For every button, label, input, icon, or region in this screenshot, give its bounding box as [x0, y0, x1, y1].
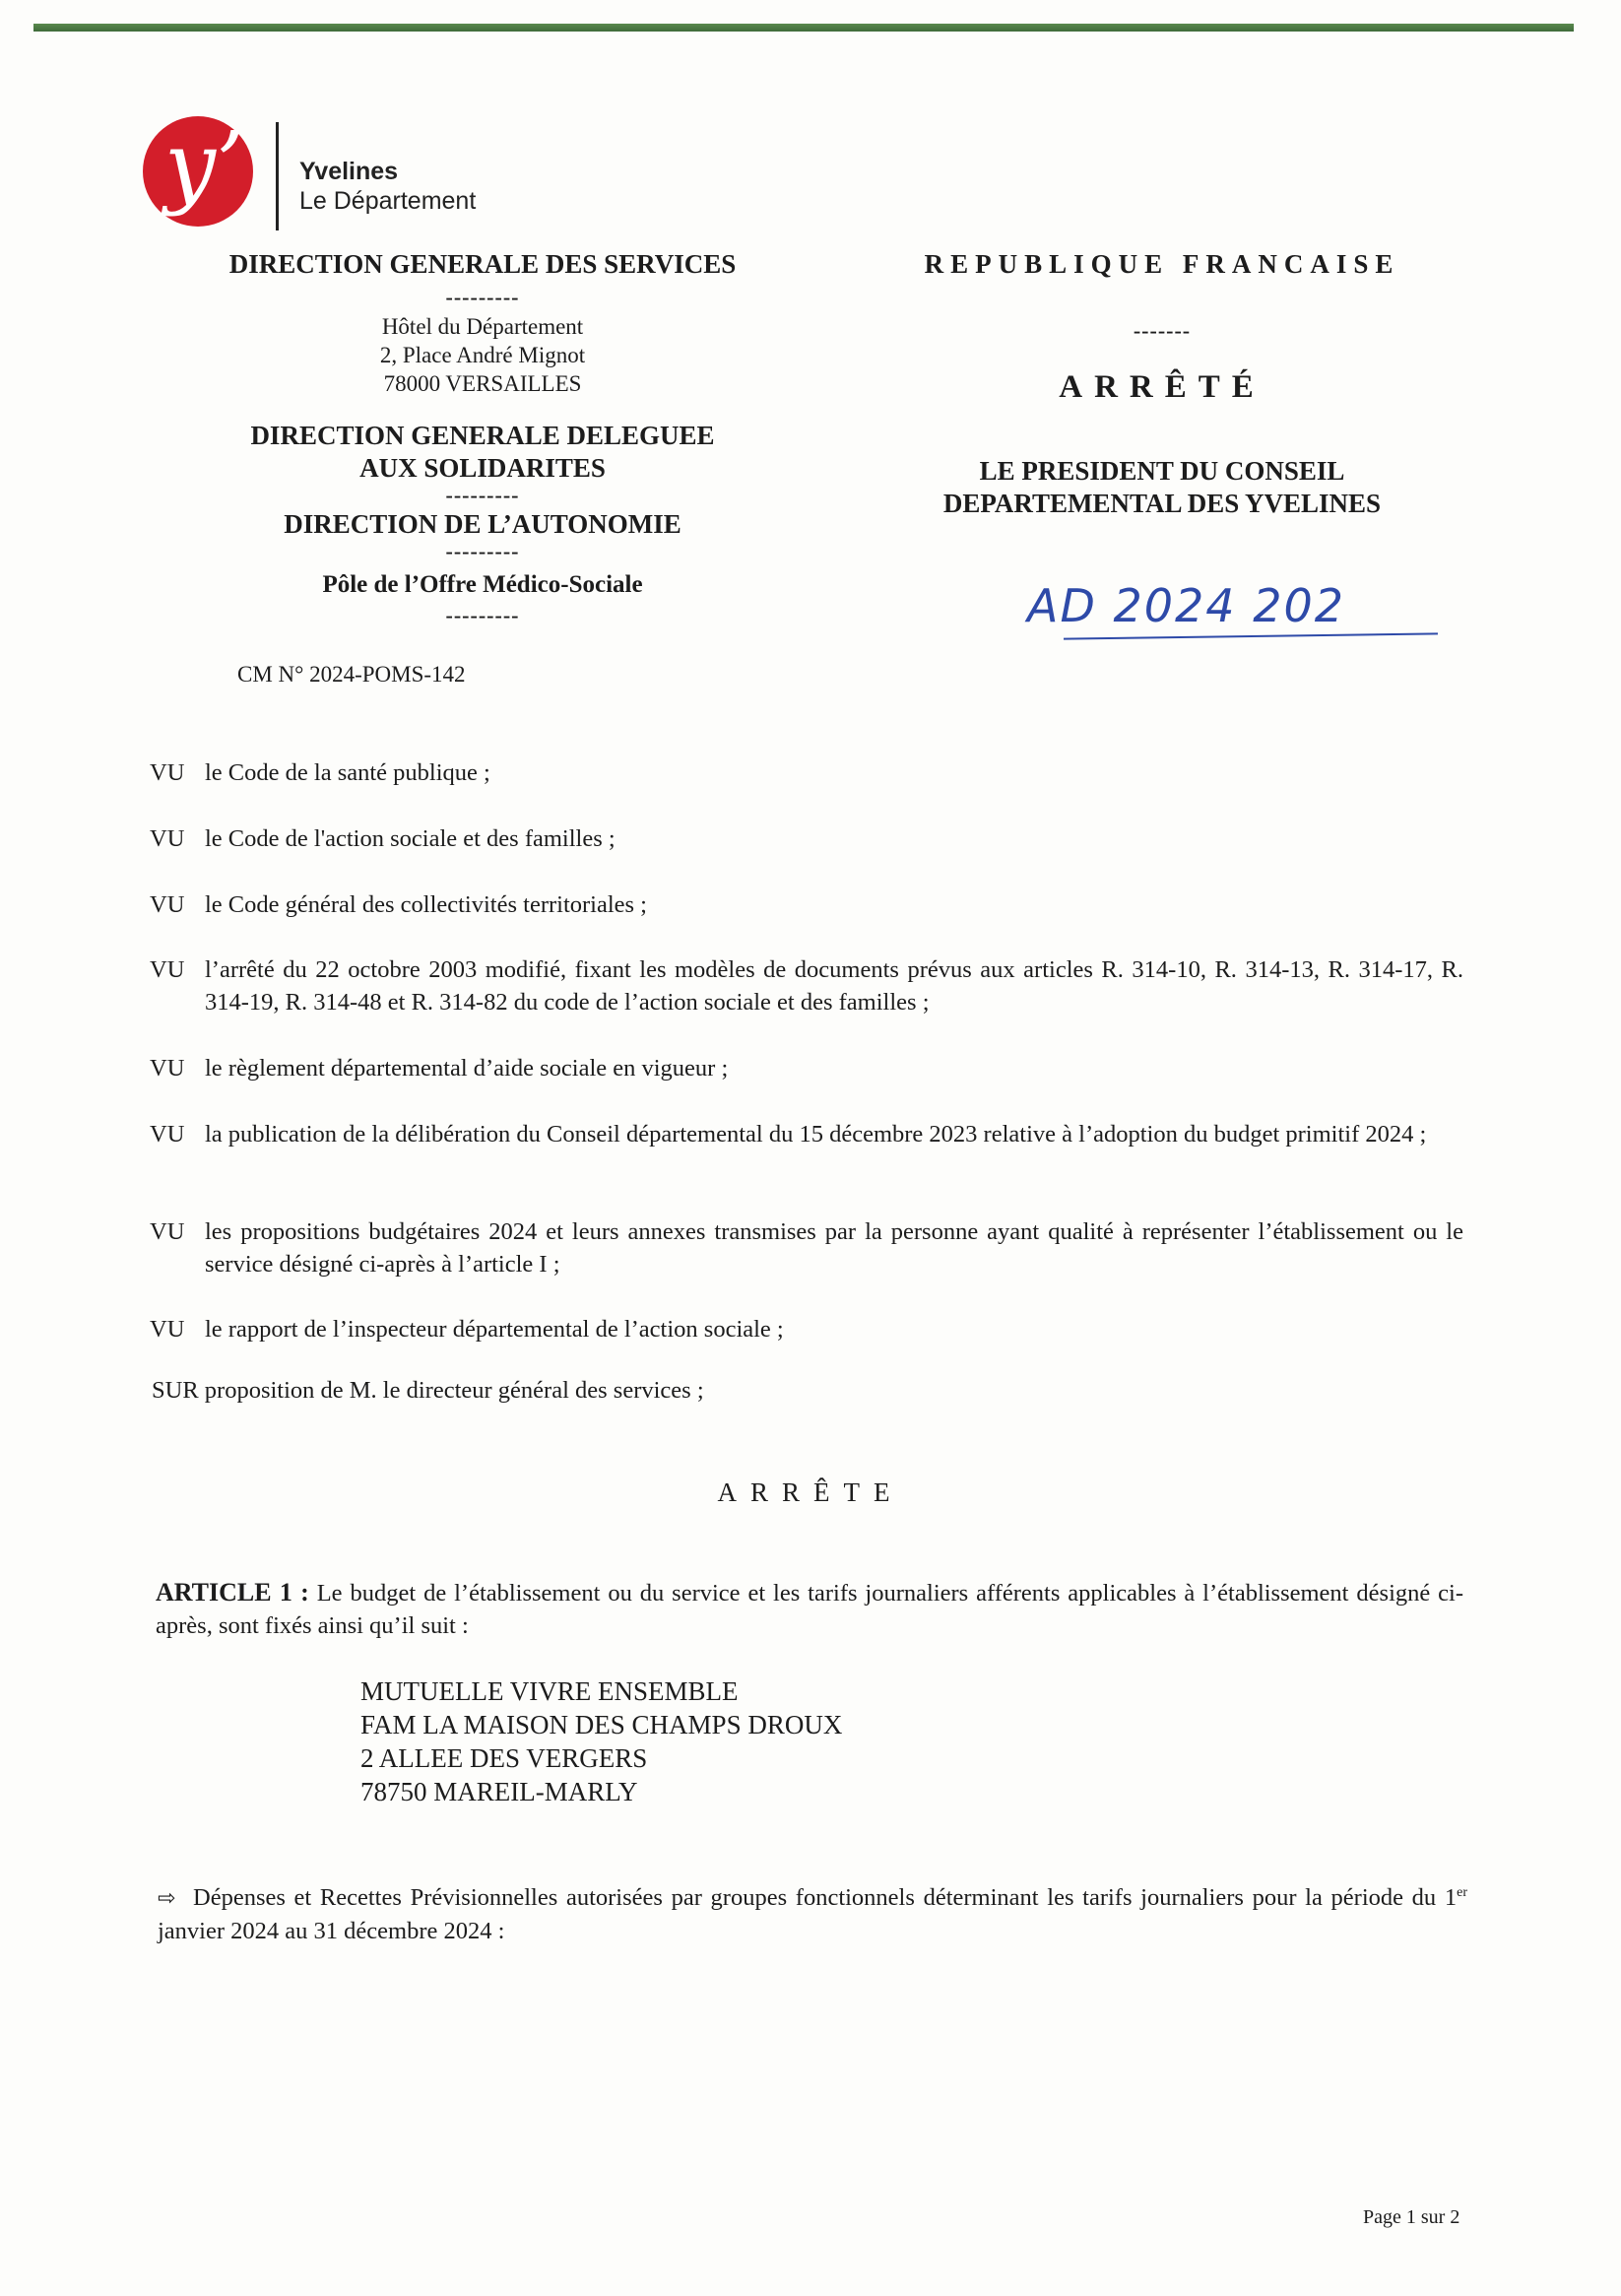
establishment-line: FAM LA MAISON DES CHAMPS DROUX — [360, 1710, 843, 1739]
dgs-heading: DIRECTION GENERALE DES SERVICES — [228, 249, 737, 279]
visa-item: VU l’arrêté du 22 octobre 2003 modifié, fixant les modèles de documents prévus aux articles R. 314-10, R. 314-13, R. 314-17, R. 314-19, R. 314-48 et R. 314-82 du code de l’action sociale et des familles ; — [150, 956, 1463, 1016]
separator: --------- — [445, 285, 520, 309]
arrow-icon: ⇨ — [158, 1886, 176, 1912]
president-line-1: LE PRESIDENT DU CONSEIL — [979, 456, 1345, 486]
establishment-block — [360, 1674, 842, 1808]
page-number: Page 1 sur 2 — [1363, 2206, 1460, 2228]
dgd-heading-2: AUX SOLIDARITES — [359, 453, 606, 483]
address-line-2: 2, Place André Mignot — [379, 343, 586, 367]
arrete-heading: ARRÊTÉ — [1059, 369, 1265, 405]
address-line-3: 78000 VERSAILLES — [383, 371, 582, 396]
article-label: ARTICLE 1 : — [156, 1578, 309, 1607]
logo-title: Yvelines — [299, 158, 399, 185]
separator: ------- — [1133, 318, 1192, 343]
article-text: Le budget de l’établissement ou du service et les tarifs journaliers afférents applicables à l’établissement désigné ci-après, sont fixés ainsi qu’il suit : — [156, 1580, 1463, 1639]
left-header — [138, 248, 827, 626]
autonomie-heading: DIRECTION DE L’AUTONOMIE — [284, 509, 681, 539]
visa-item: VU la publication de la délibération du Conseil départemental du 15 décembre 2023 relative à l’adoption du budget primitif 2024 ; — [150, 1121, 1427, 1148]
establishment-line: 78750 MAREIL-MARLY — [360, 1777, 638, 1806]
logo-separator — [276, 122, 279, 230]
cm-number: CM N° 2024-POMS-142 — [237, 662, 466, 687]
separator: --------- — [445, 539, 520, 563]
article-1 — [156, 1576, 1463, 1642]
logo-subtitle: Le Département — [299, 187, 477, 215]
arrete-section-heading: ARRÊTE — [717, 1477, 904, 1507]
separator: --------- — [445, 483, 520, 507]
visa-item: VU le Code de l'action sociale et des familles ; — [150, 825, 616, 852]
visa-item: VU le Code général des collectivités territoriales ; — [150, 891, 647, 918]
top-border — [33, 24, 1574, 32]
pole-heading: Pôle de l’Offre Médico-Sociale — [322, 571, 643, 598]
visa-item: VU le rapport de l’inspecteur départemental de l’action sociale ; — [150, 1316, 784, 1343]
visa-item: VU le Code de la santé publique ; — [150, 759, 490, 786]
dgd-heading-1: DIRECTION GENERALE DELEGUEE — [250, 421, 715, 450]
establishment-line: MUTUELLE VIVRE ENSEMBLE — [360, 1676, 739, 1706]
handwritten-underline — [1064, 632, 1438, 639]
visa-item: VU les propositions budgétaires 2024 et leurs annexes transmises par la personne ayant qualité à représenter l’établissement ou le service désigné ci-après à l’article I ; — [150, 1218, 1463, 1278]
depenses-paragraph: ⇨ Dépenses et Recettes Prévisionnelles autorisées par groupes fonctionnels déterminant les tarifs journaliers pour la période du 1er janvier 2024 au 31 décembre 2024 : — [158, 1884, 1467, 1945]
republique-heading: REPUBLIQUE FRANCAISE — [924, 249, 1400, 279]
sur-proposition: SUR proposition de M. le directeur général des services ; — [152, 1377, 704, 1404]
logo-glyph: y’ — [164, 112, 245, 218]
president-line-2: DEPARTEMENTAL DES YVELINES — [942, 489, 1382, 518]
right-header — [847, 248, 1477, 520]
address-line-1: Hôtel du Département — [381, 314, 584, 339]
visa-item: VU le règlement départemental d’aide sociale en vigueur ; — [150, 1055, 729, 1082]
handwritten-reference: AD 2024 202 — [1027, 579, 1345, 632]
separator: --------- — [445, 603, 520, 627]
establishment-line: 2 ALLEE DES VERGERS — [360, 1743, 648, 1773]
